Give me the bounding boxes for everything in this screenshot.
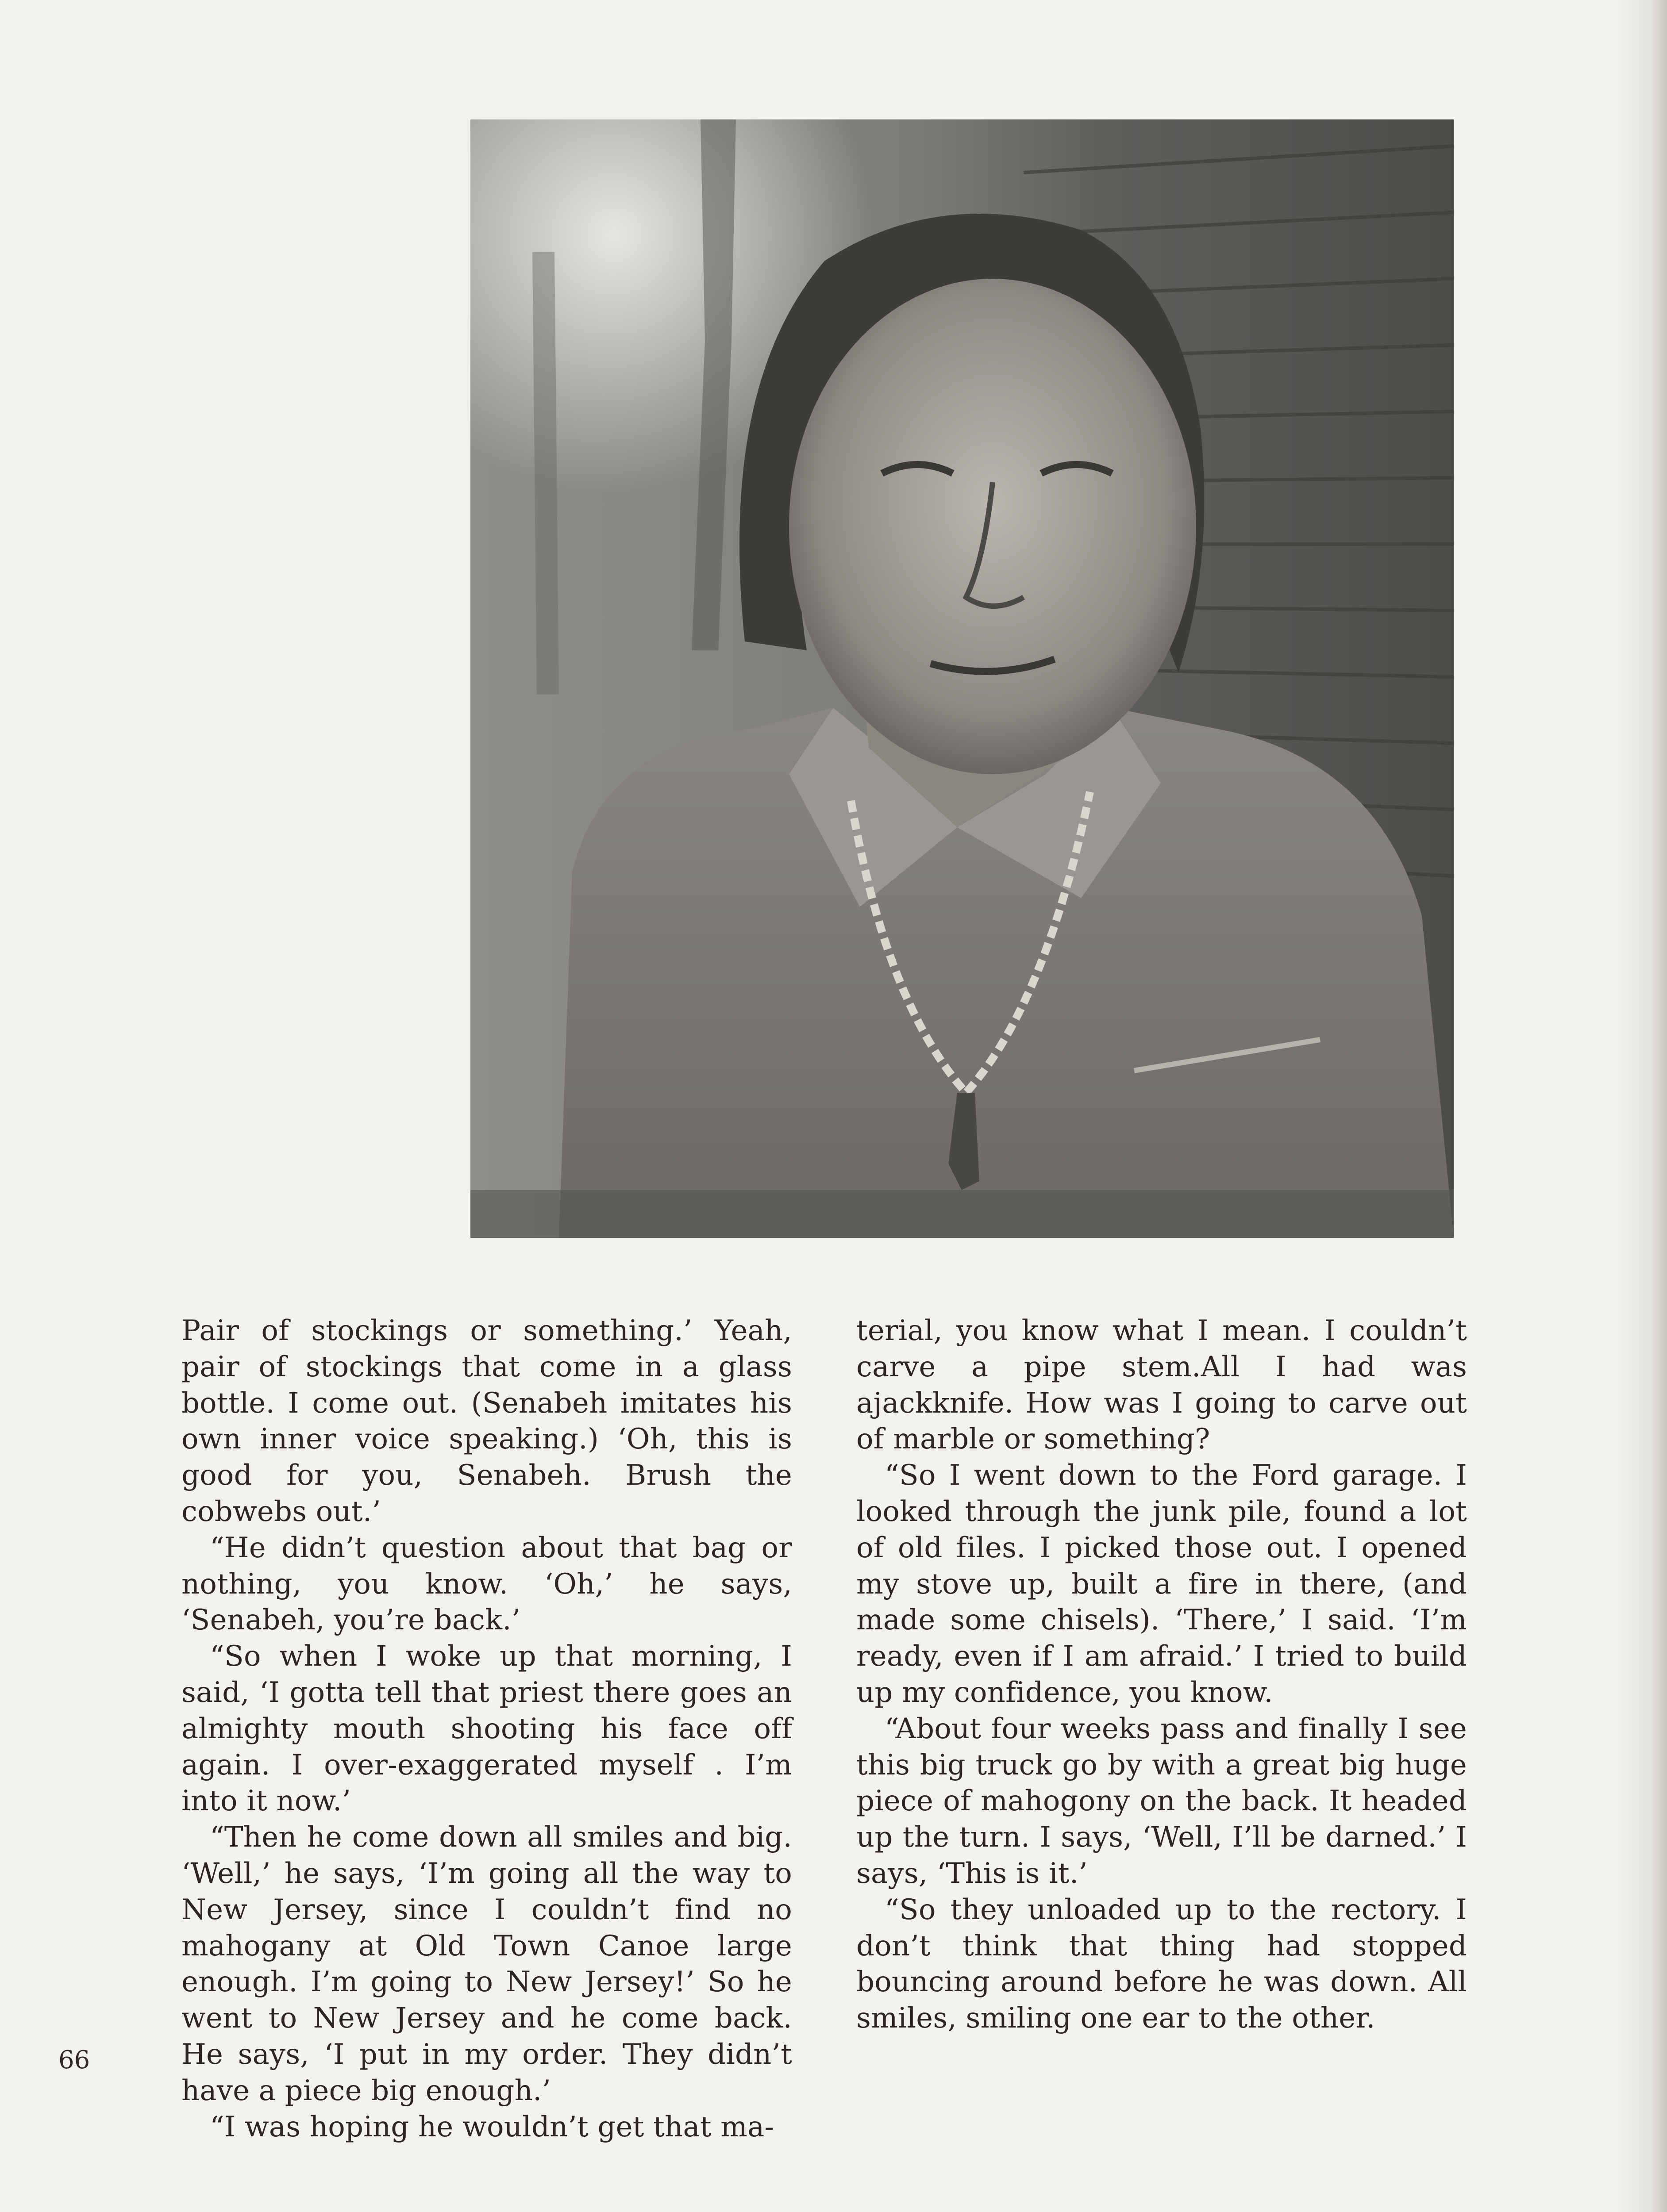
portrait-photo <box>470 119 1454 1238</box>
paragraph: “About four weeks pass and finally I see this big truck go by with a great big huge piece of mahogony on the back. It headed up the turn. I says, ‘Well, I’ll be darned.’ I says, ‘This is it.’ <box>856 1712 1467 1890</box>
paragraph: terial, you know what I mean. I couldn’t carve a pipe stem.All I had was ajackknife. How was I going to carve out of marble or something? <box>856 1314 1467 1456</box>
paragraph: “So they unloaded up to the rectory. I don’t think that thing had stopped bouncing around before he was down. All smiles, smiling one ear to the other. <box>856 1893 1467 2035</box>
page-number: 66 <box>58 2046 90 2074</box>
paragraph: “He didn’t question about that bag or nothing, you know. ‘Oh,’ he says, ‘Senabeh, you’re back.’ <box>181 1531 792 1637</box>
paragraph: “So I went down to the Ford garage. I looked through the junk pile, found a lot of old files. I picked those out. I opened my stove up, built a fire in there, (and made some chisels). ‘There,’ I said. ‘I’m ready, even if I am afraid.’ I tried to build up my confidence, you know. <box>856 1459 1467 1709</box>
paragraph: “So when I woke up that morning, I said, ‘I gotta tell that priest there goes an almighty mouth shooting his face off again. I over-exaggerated myself . I’m into it now.’ <box>181 1640 792 1818</box>
paragraph: “I was hoping he wouldn’t get that ma- <box>210 2110 774 2143</box>
page-edge-shadow <box>1614 0 1667 2212</box>
article-column-left <box>181 1313 792 2145</box>
paragraph: Pair of stockings or something.’ Yeah, pair of stockings that come in a glass bottle. I come out. (Senabeh imitates his own inner voice speaking.) ‘Oh, this is good for you, Senabeh. Brush the cobwebs out.’ <box>181 1314 792 1528</box>
paragraph: “Then he come down all smiles and big. ‘Well,’ he says, ‘I’m going all the way to New Jersey, since I couldn’t find no mahogany at Old Town Canoe large enough. I’m going to New Jersey!’ So he went to New Jersey and he come back. He says, ‘I put in my order. They didn’t have a piece big enough.’ <box>181 1821 792 2107</box>
article-column-right <box>856 1313 1467 2037</box>
article-body <box>181 1313 1467 2143</box>
portrait-photo-icon <box>470 119 1454 1238</box>
